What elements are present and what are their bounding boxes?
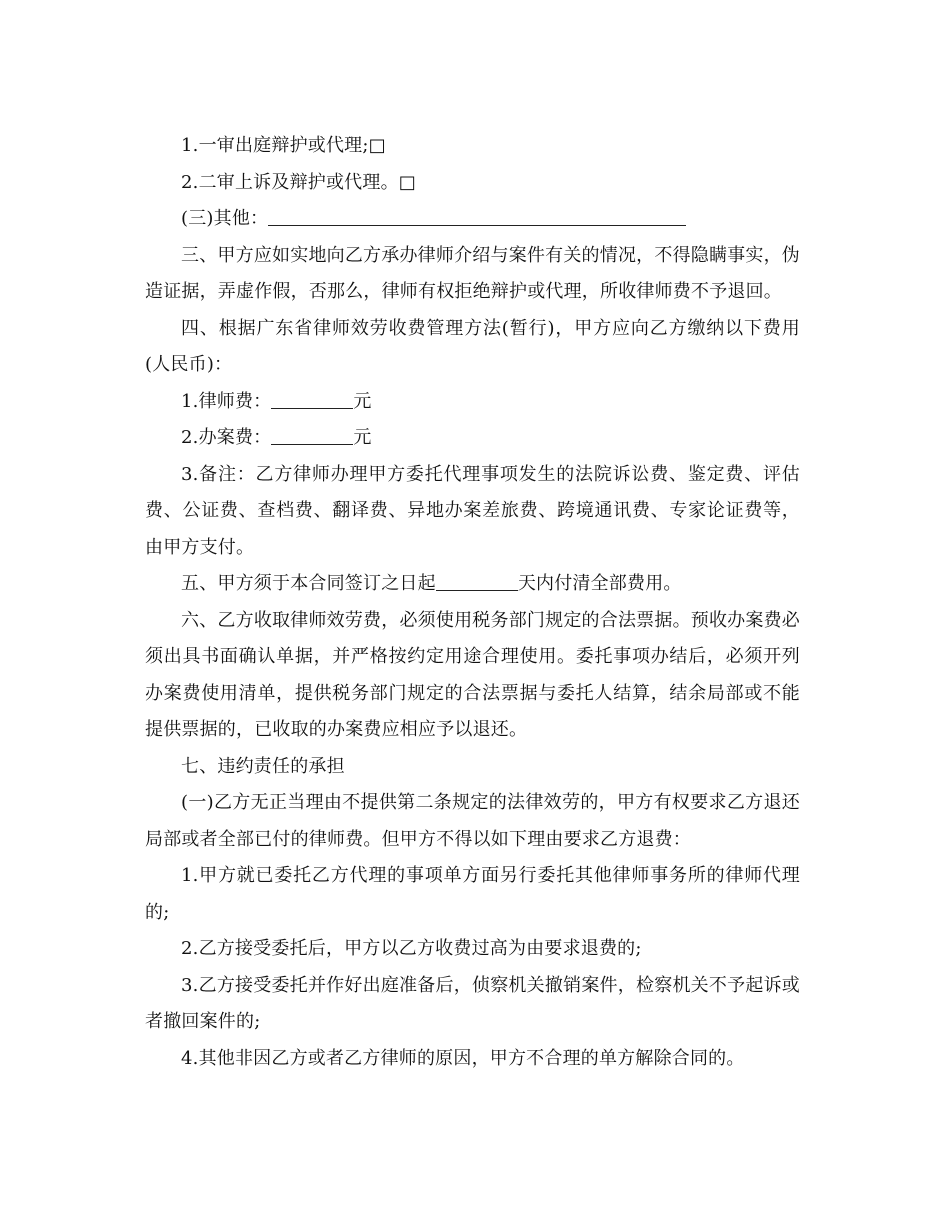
- refund-exception-2: 2.乙方接受委托后，甲方以乙方收费过高为由要求退费的;: [181, 938, 642, 959]
- refund-exception-3: 3.乙方接受委托并作好出庭准备后，侦察机关撤销案件，检察机关不予起诉或者撤回案件的;: [145, 974, 800, 1032]
- fee-case-blank: [271, 426, 353, 445]
- clause-7-1: (一)乙方无正当理由不提供第二条规定的法律效劳的，甲方有权要求乙方退还局部或者全部已付的律师费。但甲方不得以如下理由要求乙方退费：: [145, 792, 800, 850]
- clause-5: [145, 566, 800, 603]
- fee-lawyer-blank: [271, 390, 353, 409]
- clause-5-blank: [436, 572, 518, 591]
- fee-case-unit: 元: [353, 427, 372, 448]
- fee-lawyer-label: 1.律师费：: [181, 390, 272, 412]
- refund-exception-4: 4.其他非因乙方或者乙方律师的原因，甲方不合理的单方解除合同的。: [181, 1047, 745, 1069]
- clause-4: 四、根据广东省律师效劳收费管理方法(暂行)，甲方应向乙方缴纳以下费用(人民币)：: [145, 317, 800, 375]
- fee-case-label: 2.办案费：: [181, 427, 272, 448]
- other-line: [145, 201, 800, 238]
- appeal-second-instance: 2.二审上诉及辩护或代理。□: [181, 171, 416, 193]
- fee-lawyer-unit: 元: [353, 390, 372, 412]
- clause-5-after: 天内付清全部费用。: [517, 573, 682, 594]
- fee-lawyer-line: [145, 384, 800, 421]
- clause-5-before: 五、甲方须于本合同签订之日起: [181, 573, 436, 594]
- fee-case-line: [145, 420, 800, 457]
- clause-6: 六、乙方收取律师效劳费，必须使用税务部门规定的合法票据。预收办案费必须出具书面确认单据，并严格按约定用途合理使用。委托事项办结后，必须开列办案费使用清单，提供税务部门规定的合法票据与委托人结算，结余局部或不能提供票据的，已收取的办案费应相应予以退还。: [145, 609, 800, 740]
- contract-page: [145, 128, 800, 1077]
- fee-note: 3.备注：乙方律师办理甲方委托代理事项发生的法院诉讼费、鉴定费、评估费、公证费、查档费、翻译费、异地办案差旅费、跨境通讯费、专家论证费等，由甲方支付。: [145, 463, 800, 558]
- other-blank: [268, 207, 686, 226]
- other-label: (三)其他：: [181, 208, 269, 229]
- clause-7-heading: 七、违约责任的承担: [181, 755, 345, 777]
- refund-exception-1: 1.甲方就已委托乙方代理的事项单方面另行委托其他律师事务所的律师代理的;: [145, 865, 800, 923]
- clause-3: 三、甲方应如实地向乙方承办律师介绍与案件有关的情况，不得隐瞒事实，伪造证据，弄虚作假，否那么，律师有权拒绝辩护或代理，所收律师费不予退回。: [145, 244, 800, 302]
- appeal-first-instance: 1.一审出庭辩护或代理;□: [181, 135, 386, 156]
